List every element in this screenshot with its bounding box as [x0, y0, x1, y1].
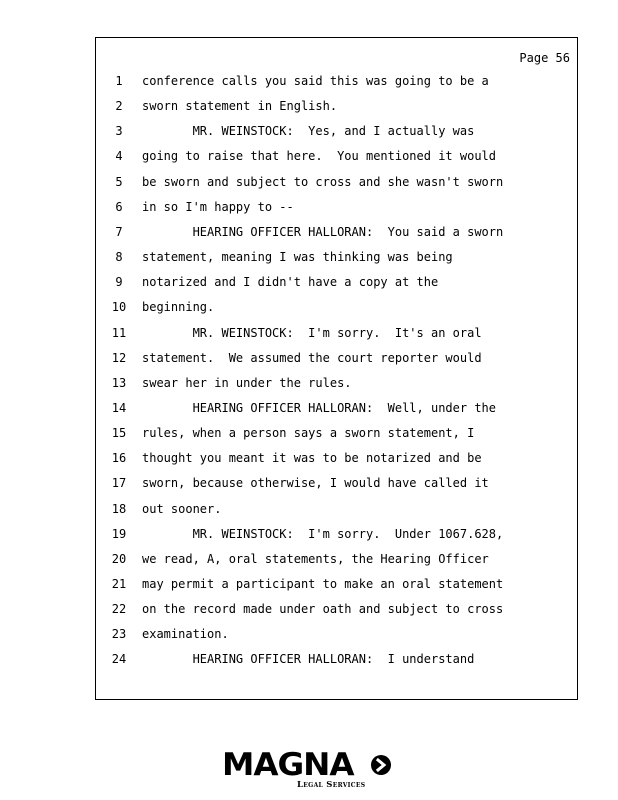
arrow-circle-icon — [370, 754, 392, 776]
line-text: swear her in under the rules. — [142, 375, 352, 390]
transcript-line — [96, 624, 576, 644]
line-number: 13 — [111, 375, 127, 390]
logo-wordmark: MAGNA — [222, 747, 354, 783]
line-number: 11 — [111, 325, 127, 340]
transcript-line — [96, 549, 576, 569]
transcript-line — [96, 272, 576, 292]
line-text: in so I'm happy to -- — [142, 199, 294, 214]
line-number: 5 — [115, 174, 123, 189]
transcript-line — [96, 448, 576, 468]
line-text: examination. — [142, 627, 229, 642]
transcript-line — [96, 473, 576, 493]
transcript-line — [96, 524, 576, 544]
transcript-line — [96, 574, 576, 594]
line-number: 18 — [111, 501, 127, 516]
transcript-line — [96, 348, 576, 368]
line-text: on the record made under oath and subject to cross — [142, 602, 504, 617]
transcript-line — [96, 323, 576, 343]
transcript-line — [96, 71, 576, 91]
line-number: 4 — [115, 149, 123, 164]
page-number: Page 56 — [519, 51, 570, 65]
line-text: going to raise that here. You mentioned it would — [142, 149, 497, 164]
line-text: notarized and I didn't have a copy at the — [142, 275, 439, 290]
line-text: conference calls you said this was going to be a — [142, 74, 489, 88]
line-text: statement, meaning I was thinking was being — [142, 250, 453, 265]
line-number: 20 — [111, 551, 127, 566]
line-number: 17 — [111, 476, 127, 491]
line-number: 6 — [115, 199, 123, 214]
line-text: MR. WEINSTOCK: I'm sorry. Under 1067.628, — [142, 526, 504, 541]
line-text: may permit a participant to make an oral statement — [142, 577, 504, 591]
line-number: 14 — [111, 400, 127, 415]
transcript-line — [96, 96, 576, 116]
magna-logo — [222, 748, 397, 792]
line-number: 2 — [115, 99, 123, 114]
transcript-page — [95, 37, 578, 700]
line-number: 9 — [115, 275, 123, 290]
transcript-line — [96, 146, 576, 166]
line-text: statement. We assumed the court reporter would — [142, 350, 482, 365]
transcript-line — [96, 197, 576, 217]
line-text: HEARING OFFICER HALLORAN: You said a sworn — [142, 224, 504, 239]
line-number: 19 — [111, 526, 127, 541]
line-text: be sworn and subject to cross and she wasn't sworn — [142, 174, 504, 189]
line-number: 8 — [115, 250, 123, 265]
line-number: 24 — [111, 652, 127, 667]
line-number: 16 — [111, 451, 127, 466]
logo-subtitle: Legal Services — [297, 780, 366, 790]
line-number: 23 — [111, 627, 127, 642]
transcript-line — [96, 373, 576, 393]
transcript-line — [96, 222, 576, 242]
line-number: 7 — [115, 224, 123, 239]
line-number: 1 — [115, 74, 123, 88]
line-text: rules, when a person says a sworn statement, I — [142, 426, 475, 441]
transcript-line — [96, 599, 576, 619]
line-number: 12 — [111, 350, 127, 365]
transcript-line — [96, 499, 576, 519]
transcript-line — [96, 121, 576, 141]
line-number: 22 — [111, 602, 127, 617]
line-number: 21 — [111, 577, 127, 591]
line-text: MR. WEINSTOCK: Yes, and I actually was — [142, 124, 475, 139]
line-text: out sooner. — [142, 501, 222, 516]
transcript-line — [96, 649, 576, 669]
line-text: thought you meant it was to be notarized and be — [142, 451, 482, 466]
line-text: we read, A, oral statements, the Hearing Officer — [142, 551, 489, 566]
line-number: 15 — [111, 426, 127, 441]
transcript-line — [96, 172, 576, 192]
line-number: 10 — [111, 300, 127, 315]
line-text: MR. WEINSTOCK: I'm sorry. It's an oral — [142, 325, 482, 340]
line-text: HEARING OFFICER HALLORAN: I understand — [142, 652, 475, 667]
line-text: sworn, because otherwise, I would have called it — [142, 476, 489, 491]
line-text: beginning. — [142, 300, 215, 315]
line-text: sworn statement in English. — [142, 99, 338, 114]
line-number: 3 — [115, 124, 123, 139]
transcript-line — [96, 398, 576, 418]
transcript-line — [96, 423, 576, 443]
transcript-line — [96, 297, 576, 317]
transcript-line — [96, 247, 576, 267]
line-text: HEARING OFFICER HALLORAN: Well, under the — [142, 400, 497, 415]
